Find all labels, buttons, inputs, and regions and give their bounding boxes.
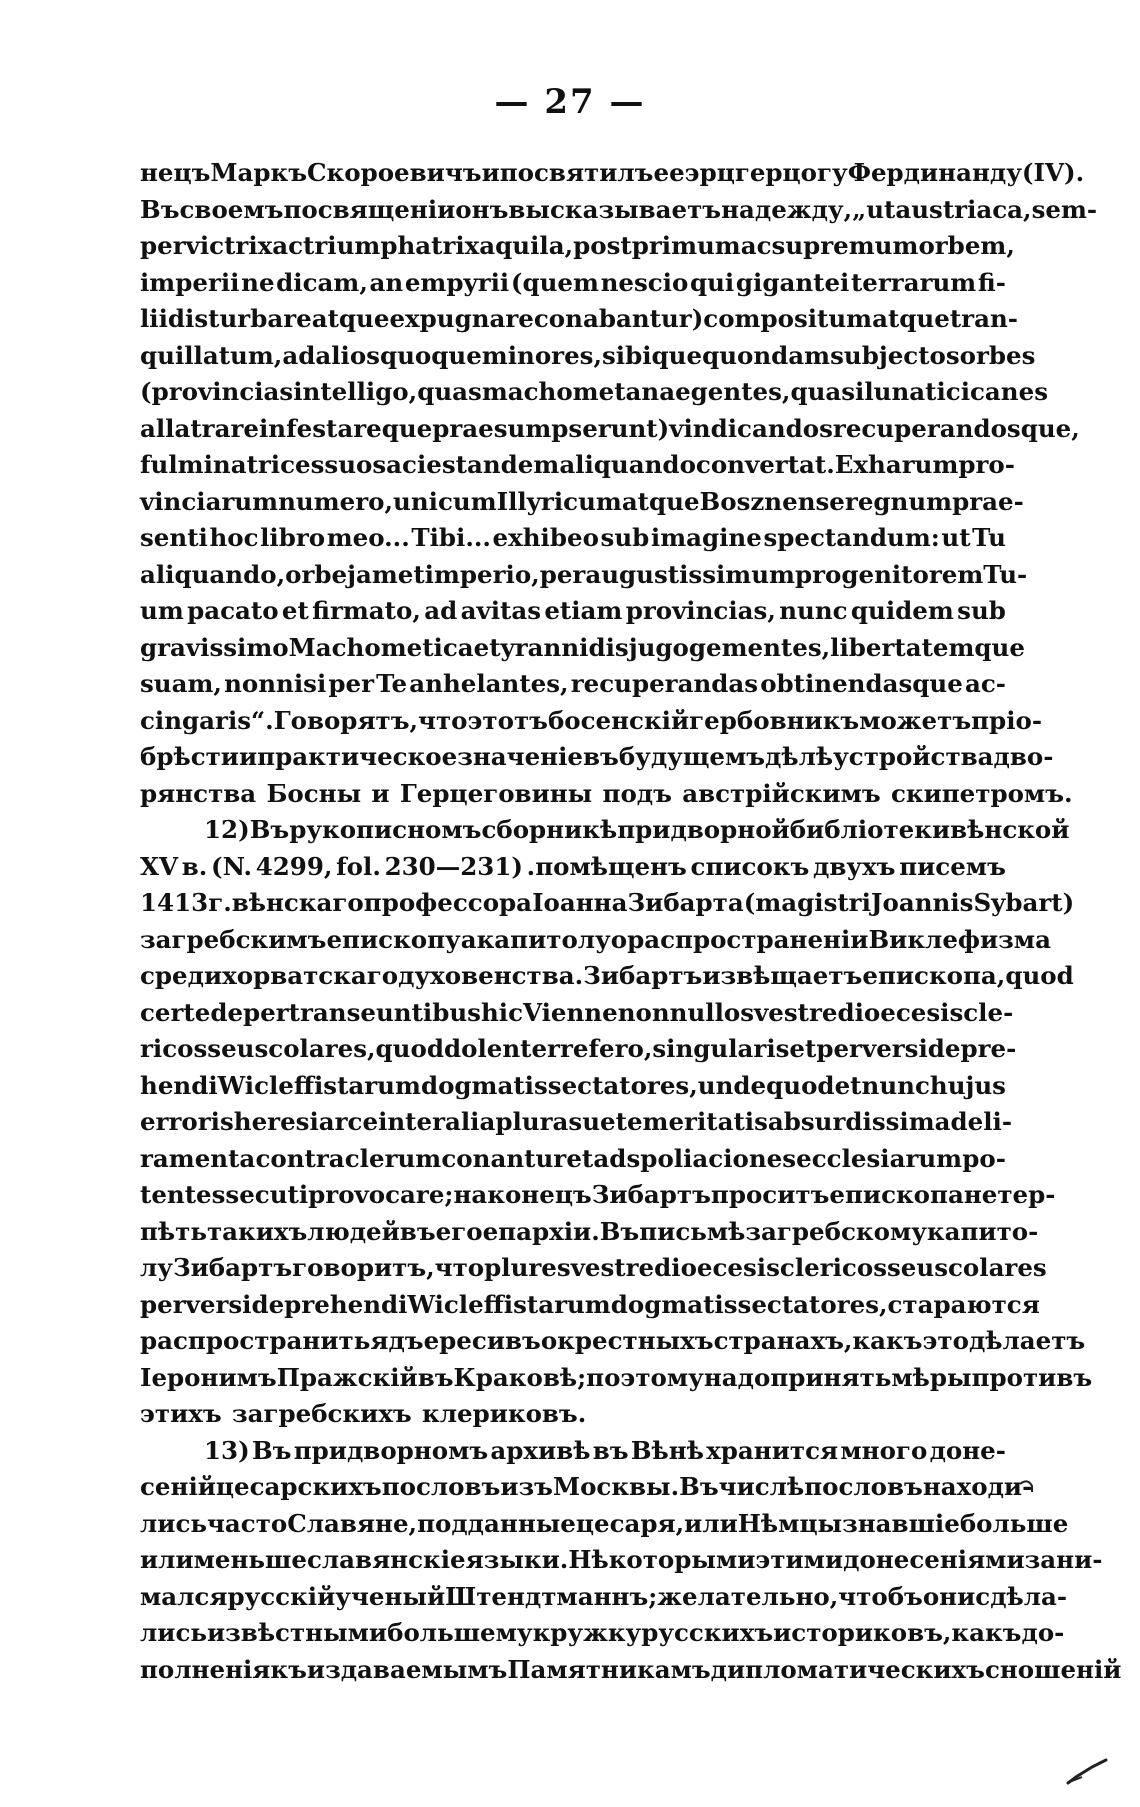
text-line: среди хорватскаго духовенства. Зибартъ извѣщаетъ епископа, quod (140, 961, 1074, 990)
text-line: vinciarum numero, unicum Illyricum atque Bosznense regnum prae- (140, 486, 1024, 516)
text-line: Въ своемъ посвященіи онъ высказываетъ надежду, „ut austriaca, sem- (140, 194, 1098, 224)
text-line: fulminatrices suos acies tandem aliquando convertat. Ex harum pro- (140, 450, 1015, 479)
text-line: нецъ Маркъ Скороевичъ и посвятилъ ее эрцгерцогу Фердинанду (IV). (140, 158, 1085, 187)
text-line: 1413 г. вѣнскаго профессора Іоанна Зибарта (magistri Joannis Sybart) (140, 888, 1075, 917)
text-line: брѣсти и практическое значеніе въ будущемъ дѣлѣ устройства дво- (140, 742, 1054, 771)
text-line: perversi deprehendi Wicleffistarum dogmatis sectatores, стараются (140, 1289, 1040, 1319)
text-line: senti hoc libro meo... Tibi... exhibeo sub imagine spectandum: ut Tu (140, 523, 1006, 552)
text-line: лу Зибартъ говоритъ, что plures vestre dioecesis clericos seu scolares (140, 1253, 1047, 1282)
text-line: um pacato et firmato, ad avitas etiam provincias, nunc quidem sub (140, 596, 1006, 625)
text-line: пѣть такихъ людей въ его епархіи. Въ письмѣ загребскому капито- (140, 1216, 1039, 1246)
text-line: распространить ядъ ереси въ окрестныхъ странахъ, какъ это дѣлаетъ (140, 1326, 1086, 1355)
text-line: рянства Босны и Герцеговины подъ австрійскимъ скипетромъ. (140, 778, 1073, 808)
text-line: мался русскій ученый Штендтманнъ; желательно, чтобъ они сдѣла- (140, 1581, 1068, 1611)
text-line: tentes secuti provocare; наконецъ Зибартъ проситъ епископа не тер- (140, 1180, 1056, 1209)
text-line: ricos seu scolares, quod dolenter refero, singularis et perversi depre- (140, 1034, 1017, 1063)
text-line: certe de pertranseuntibus hic Vienne nonnullos vestre dioecesis cle- (140, 997, 1014, 1027)
text-line: aliquando, orbe jam et imperio, per augustissimum progenitorem Tu- (140, 559, 1028, 589)
text-line: загребскимъ епископу а капитолу о распространеніи Виклефизма (140, 924, 1051, 954)
text-line: полненія къ издаваемымъ Памятникамъ дипломатическихъ сношеній (140, 1654, 1122, 1684)
text-line: или меньше славянскіе языки. Нѣкоторыми этими донесеніями зани- (140, 1545, 1103, 1574)
text-line: hendi Wicleffistarum dogmatis sectatores, unde quod et nunc hujus (140, 1070, 1006, 1100)
text-line: 13) Въ придворномъ архивѣ въ Вѣнѣ хранится много доне- (204, 1435, 1006, 1465)
text-line: лись извѣстными большему кружку русскихъ историковъ, какъ до- (140, 1618, 1065, 1647)
text-line: erroris heresiarce inter alia plura sue temeritatis absurdissima deli- (140, 1107, 1013, 1136)
text-line: Іеронимъ Пражскій въ Краковѣ; поэтому надо принять мѣры противъ (140, 1362, 1093, 1392)
text-line: gravissimo Machometicae tyrannidis jugo gementes, libertatemque (140, 632, 1025, 662)
margin-pen-mark (1018, 1478, 1040, 1504)
text-line: лись часто Славяне, подданные цесаря, или Нѣмцы знавшіе больше (140, 1508, 1069, 1538)
body-text (140, 155, 1122, 1688)
text-line: cingaris“. Говорятъ, что этотъ босенскій гербовникъ можетъ пріо- (140, 705, 1043, 735)
text-line: сеній цесарскихъ пословъ изъ Москвы. Въ числѣ пословъ находи- (140, 1472, 1033, 1501)
text-line: ramenta contra clerum conantur et ad spoliaciones ecclesiarum po- (140, 1143, 1006, 1173)
page-number: — 27 — (494, 82, 646, 122)
text-line: lii disturbare atque expugnare conabantur) compositum atque tran- (140, 304, 1018, 333)
text-line: XV в. (N. 4299, fol. 230—231) .помѣщенъ списокъ двухъ писемъ (140, 851, 1006, 881)
text-line: (provincias intelligo, quas machometanae gentes, quasi lunatici canes (140, 377, 1049, 406)
text-line: 12) Въ рукописномъ сборникѣ придворной библіотеки вѣнской (204, 815, 1070, 844)
text-line: quillatum, ad alios quoque minores, sibique quondam subjectos orbes (140, 340, 1036, 370)
text-line: этихъ загребскихъ клериковъ. (140, 1399, 587, 1428)
text-line: allatrare infestareque praesumpserunt) vindicandos recuperandosque, (140, 413, 1080, 443)
text-line: suam, nonnisi per Te anhelantes, recuperandas obtinendasque ac- (140, 669, 1006, 698)
text-line: imperii ne dicam, an empyrii (quem nescio qui gigantei terrarum fi- (140, 267, 1006, 297)
margin-pen-stroke (1066, 1757, 1110, 1787)
text-line: per victrix ac triumphatrix aquila, post primum ac supremum orbem, (140, 231, 1015, 260)
